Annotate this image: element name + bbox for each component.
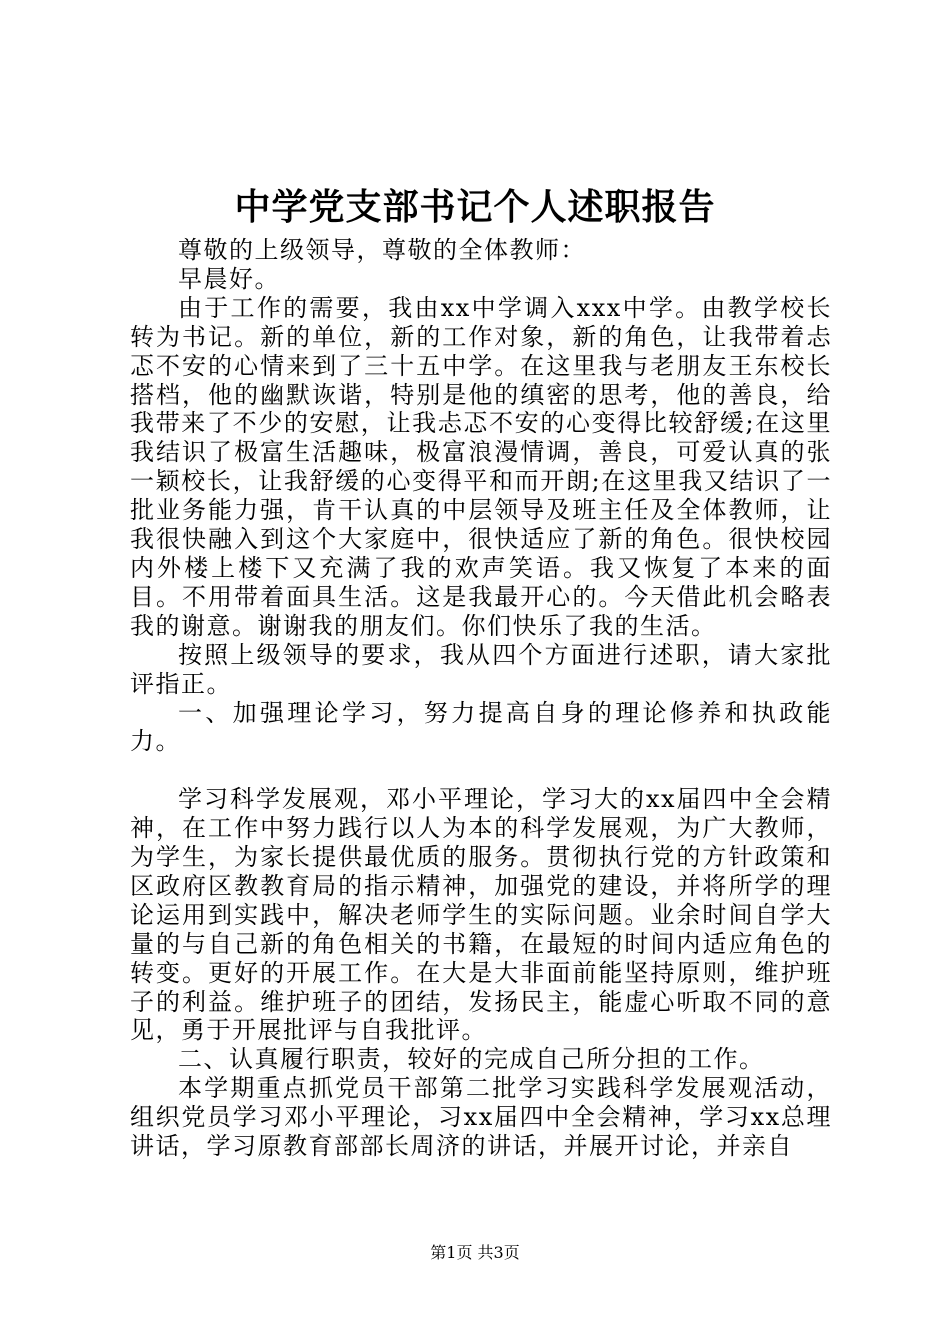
report-outline-paragraph: 按照上级领导的要求，我从四个方面进行述职，请大家批评指正。 bbox=[130, 640, 832, 698]
section-1-paragraph: 学习科学发展观，邓小平理论，学习大的xx届四中全会精神，在工作中努力践行以人为本的科学发展观，为广大教师，为学生，为家长提供最优质的服务。贯彻执行党的方针政策和区政府区教教育局的指示精神，加强党的建设，并将所学的理论运用到实践中，解决老师学生的实际问题。业余时间自学大量的与自己新的角色相关的书籍，在最短的时间内适应角色的转变。更好的开展工作。在大是大非面前能坚持原则，维护班子的利益。维护班子的团结，发扬民主，能虚心听取不同的意见，勇于开展批评与自我批评。 bbox=[130, 785, 832, 1045]
intro-paragraph: 由于工作的需要，我由xx中学调入xxx中学。由教学校长转为书记。新的单位，新的工作对象，新的角色，让我带着忐忑不安的心情来到了三十五中学。在这里我与老朋友王东校长搭档，他的幽默诙谐，特别是他的缜密的思考，他的善良，给我带来了不少的安慰，让我忐忑不安的心变得比较舒缓;在这里我结识了极富生活趣味，极富浪漫情调，善良，可爱认真的张一颖校长，让我舒缓的心变得平和而开朗;在这里我又结识了一批业务能力强，肯干认真的中层领导及班主任及全体教师，让我很快融入到这个大家庭中，很快适应了新的角色。很快校园内外楼上楼下又充满了我的欢声笑语。我又恢复了本来的面目。不用带着面具生活。这是我最开心的。今天借此机会略表我的谢意。谢谢我的朋友们。你们快乐了我的生活。 bbox=[130, 293, 832, 640]
document-body bbox=[130, 236, 832, 1161]
section-heading-1: 一、加强理论学习，努力提高自身的理论修养和执政能力。 bbox=[130, 698, 832, 756]
document-title: 中学党支部书记个人述职报告 bbox=[234, 186, 716, 228]
greeting: 早晨好。 bbox=[178, 264, 280, 293]
page-footer: 第1页 共3页 bbox=[430, 1243, 520, 1262]
salutation: 尊敬的上级领导，尊敬的全体教师： bbox=[178, 236, 586, 264]
section-heading-2: 二、认真履行职责，较好的完成自己所分担的工作。 bbox=[178, 1045, 765, 1074]
section-2-paragraph: 本学期重点抓党员干部第二批学习实践科学发展观活动，组织党员学习邓小平理论，习xx届四中全会精神，学习xx总理讲话，学习原教育部部长周济的讲话，并展开讨论，并亲自 bbox=[130, 1074, 832, 1161]
